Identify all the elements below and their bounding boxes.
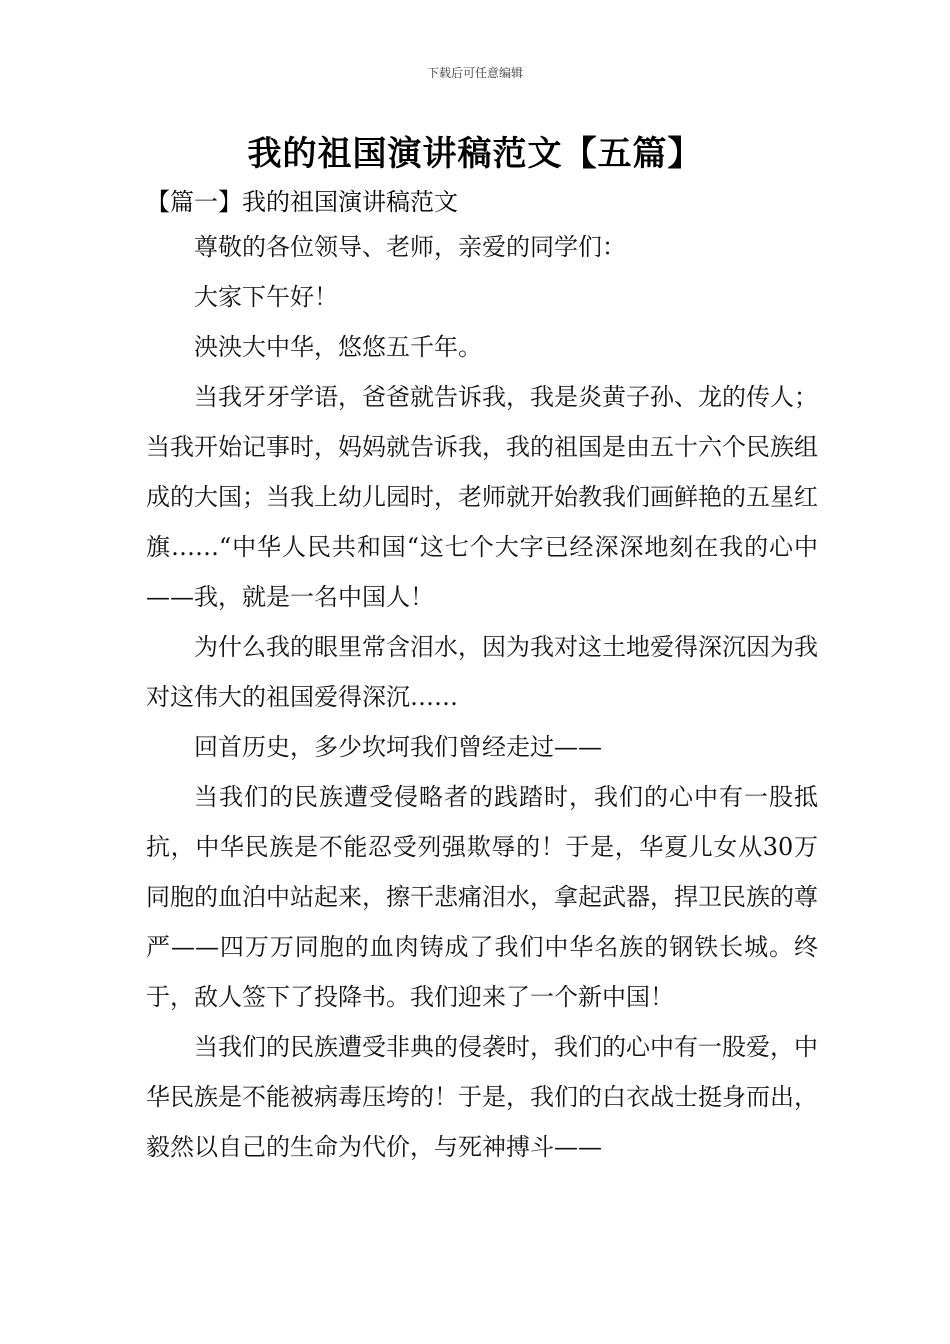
paragraph-resistance: 当我们的民族遭受侵略者的践踏时，我们的心中有一股抵抗，中华民族是不能忍受列强欺辱的！于是，华夏儿女从30万同胞的血泊中站起来，擦干悲痛泪水，拿起武器，捍卫民族的尊严——四万万同胞的血肉铸成了我们中华名族的钢铁长城。终于，敌人签下了投降书。我们迎来了一个新中国！ — [146, 783, 818, 1011]
paragraph-history: 回首历史，多少坎坷我们曾经走过—— — [194, 733, 602, 761]
paragraph-opening: 泱泱大中华，悠悠五千年。 — [194, 333, 482, 361]
section-heading: 【篇一】我的祖国演讲稿范文 — [146, 188, 458, 216]
page-header-note: 下载后可任意编辑 — [426, 66, 523, 80]
document-title: 我的祖国演讲稿范文【五篇】 — [247, 134, 703, 174]
paragraph-tears: 为什么我的眼里常含泪水，因为我对这土地爱得深沉因为我对这伟大的祖国爱得深沉…… — [146, 633, 818, 711]
document-body — [146, 222, 818, 1172]
paragraph-hello: 大家下午好！ — [194, 283, 338, 311]
paragraph-sars: 当我们的民族遭受非典的侵袭时，我们的心中有一股爱，中华民族是不能被病毒压垮的！于是，我们的白衣战士挺身而出，毅然以自己的生命为代价，与死神搏斗—— — [146, 1033, 818, 1161]
paragraph-greeting: 尊敬的各位领导、老师，亲爱的同学们： — [194, 233, 626, 261]
paragraph-childhood: 当我牙牙学语，爸爸就告诉我，我是炎黄子孙、龙的传人；当我开始记事时，妈妈就告诉我，我的祖国是由五十六个民族组成的大国；当我上幼儿园时，老师就开始教我们画鲜艳的五星红旗……“中华人民共和国“这七个大字已经深深地刻在我的心中——我，就是一名中国人！ — [146, 383, 818, 611]
